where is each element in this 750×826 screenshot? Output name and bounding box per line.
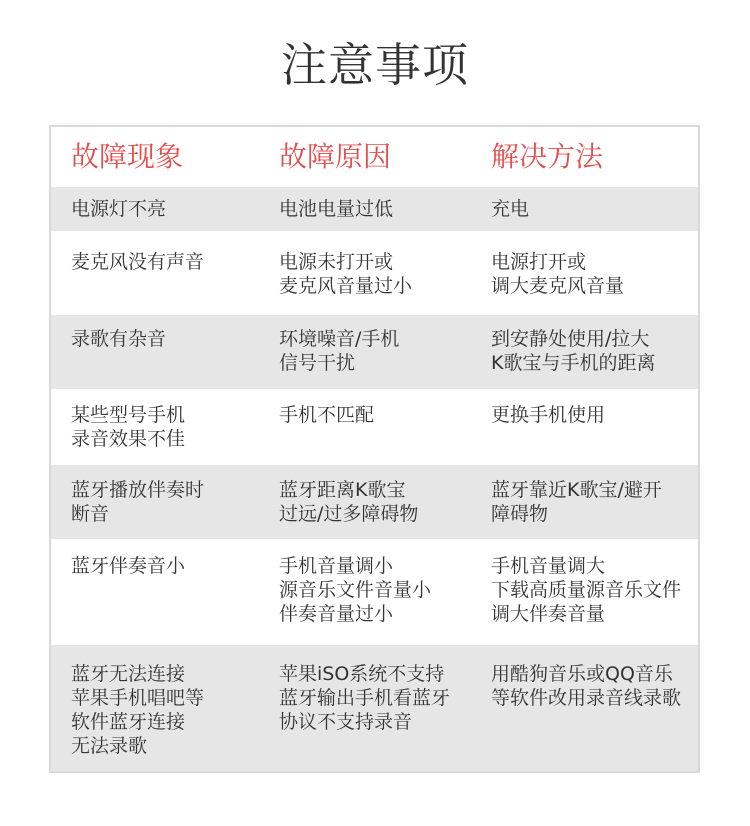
cause-cell: 电池电量过低 <box>279 198 394 220</box>
solution-cell: 充电 <box>491 198 530 220</box>
page-title: 注意事项 <box>281 38 469 92</box>
header-solution: 解决方法 <box>491 140 604 173</box>
symptom-cell: 电源灯不亮 <box>71 198 167 220</box>
cause-cell: 电源未打开或 麦克风音量过小 <box>279 251 413 297</box>
symptom-cell: 录歌有杂音 <box>71 328 167 350</box>
solution-cell: 用酷狗音乐或QQ音乐 等软件改用录音线录歌 <box>491 663 682 709</box>
symptom-cell: 蓝牙播放伴奏时 断音 <box>71 479 205 525</box>
cause-cell: 环境噪音/手机 信号干扰 <box>279 328 400 374</box>
solution-cell: 蓝牙靠近K歌宝/避开 障碍物 <box>491 479 662 525</box>
cause-cell: 苹果iSO系统不支持 蓝牙输出手机看蓝牙 协议不支持录音 <box>279 663 451 733</box>
table-row <box>51 187 698 231</box>
header-cause: 故障原因 <box>279 140 392 173</box>
cause-cell: 手机不匹配 <box>279 404 375 426</box>
table-row <box>51 539 698 645</box>
cause-cell: 蓝牙距离K歌宝 过远/过多障碍物 <box>279 479 419 525</box>
table-row <box>51 231 698 315</box>
symptom-cell: 麦克风没有声音 <box>71 251 205 273</box>
solution-cell: 更换手机使用 <box>491 404 606 426</box>
table-row <box>51 465 698 539</box>
table-row <box>51 315 698 389</box>
solution-cell: 到安静处使用/拉大 K歌宝与手机的距离 <box>491 328 656 374</box>
symptom-cell: 蓝牙伴奏音小 <box>71 555 186 577</box>
cause-cell: 手机音量调小 源音乐文件音量小 伴奏音量过小 <box>279 555 432 625</box>
symptom-cell: 蓝牙无法连接 苹果手机唱吧等 软件蓝牙连接 无法录歌 <box>71 663 205 757</box>
table-row <box>51 389 698 465</box>
table-row <box>51 645 698 771</box>
table-header-row <box>51 127 698 187</box>
troubleshooting-table <box>49 125 700 773</box>
solution-cell: 手机音量调大 下载高质量源音乐文件 调大伴奏音量 <box>491 555 682 625</box>
header-symptom: 故障现象 <box>71 140 184 173</box>
solution-cell: 电源打开或 调大麦克风音量 <box>491 251 625 297</box>
symptom-cell: 某些型号手机 录音效果不佳 <box>71 404 186 450</box>
